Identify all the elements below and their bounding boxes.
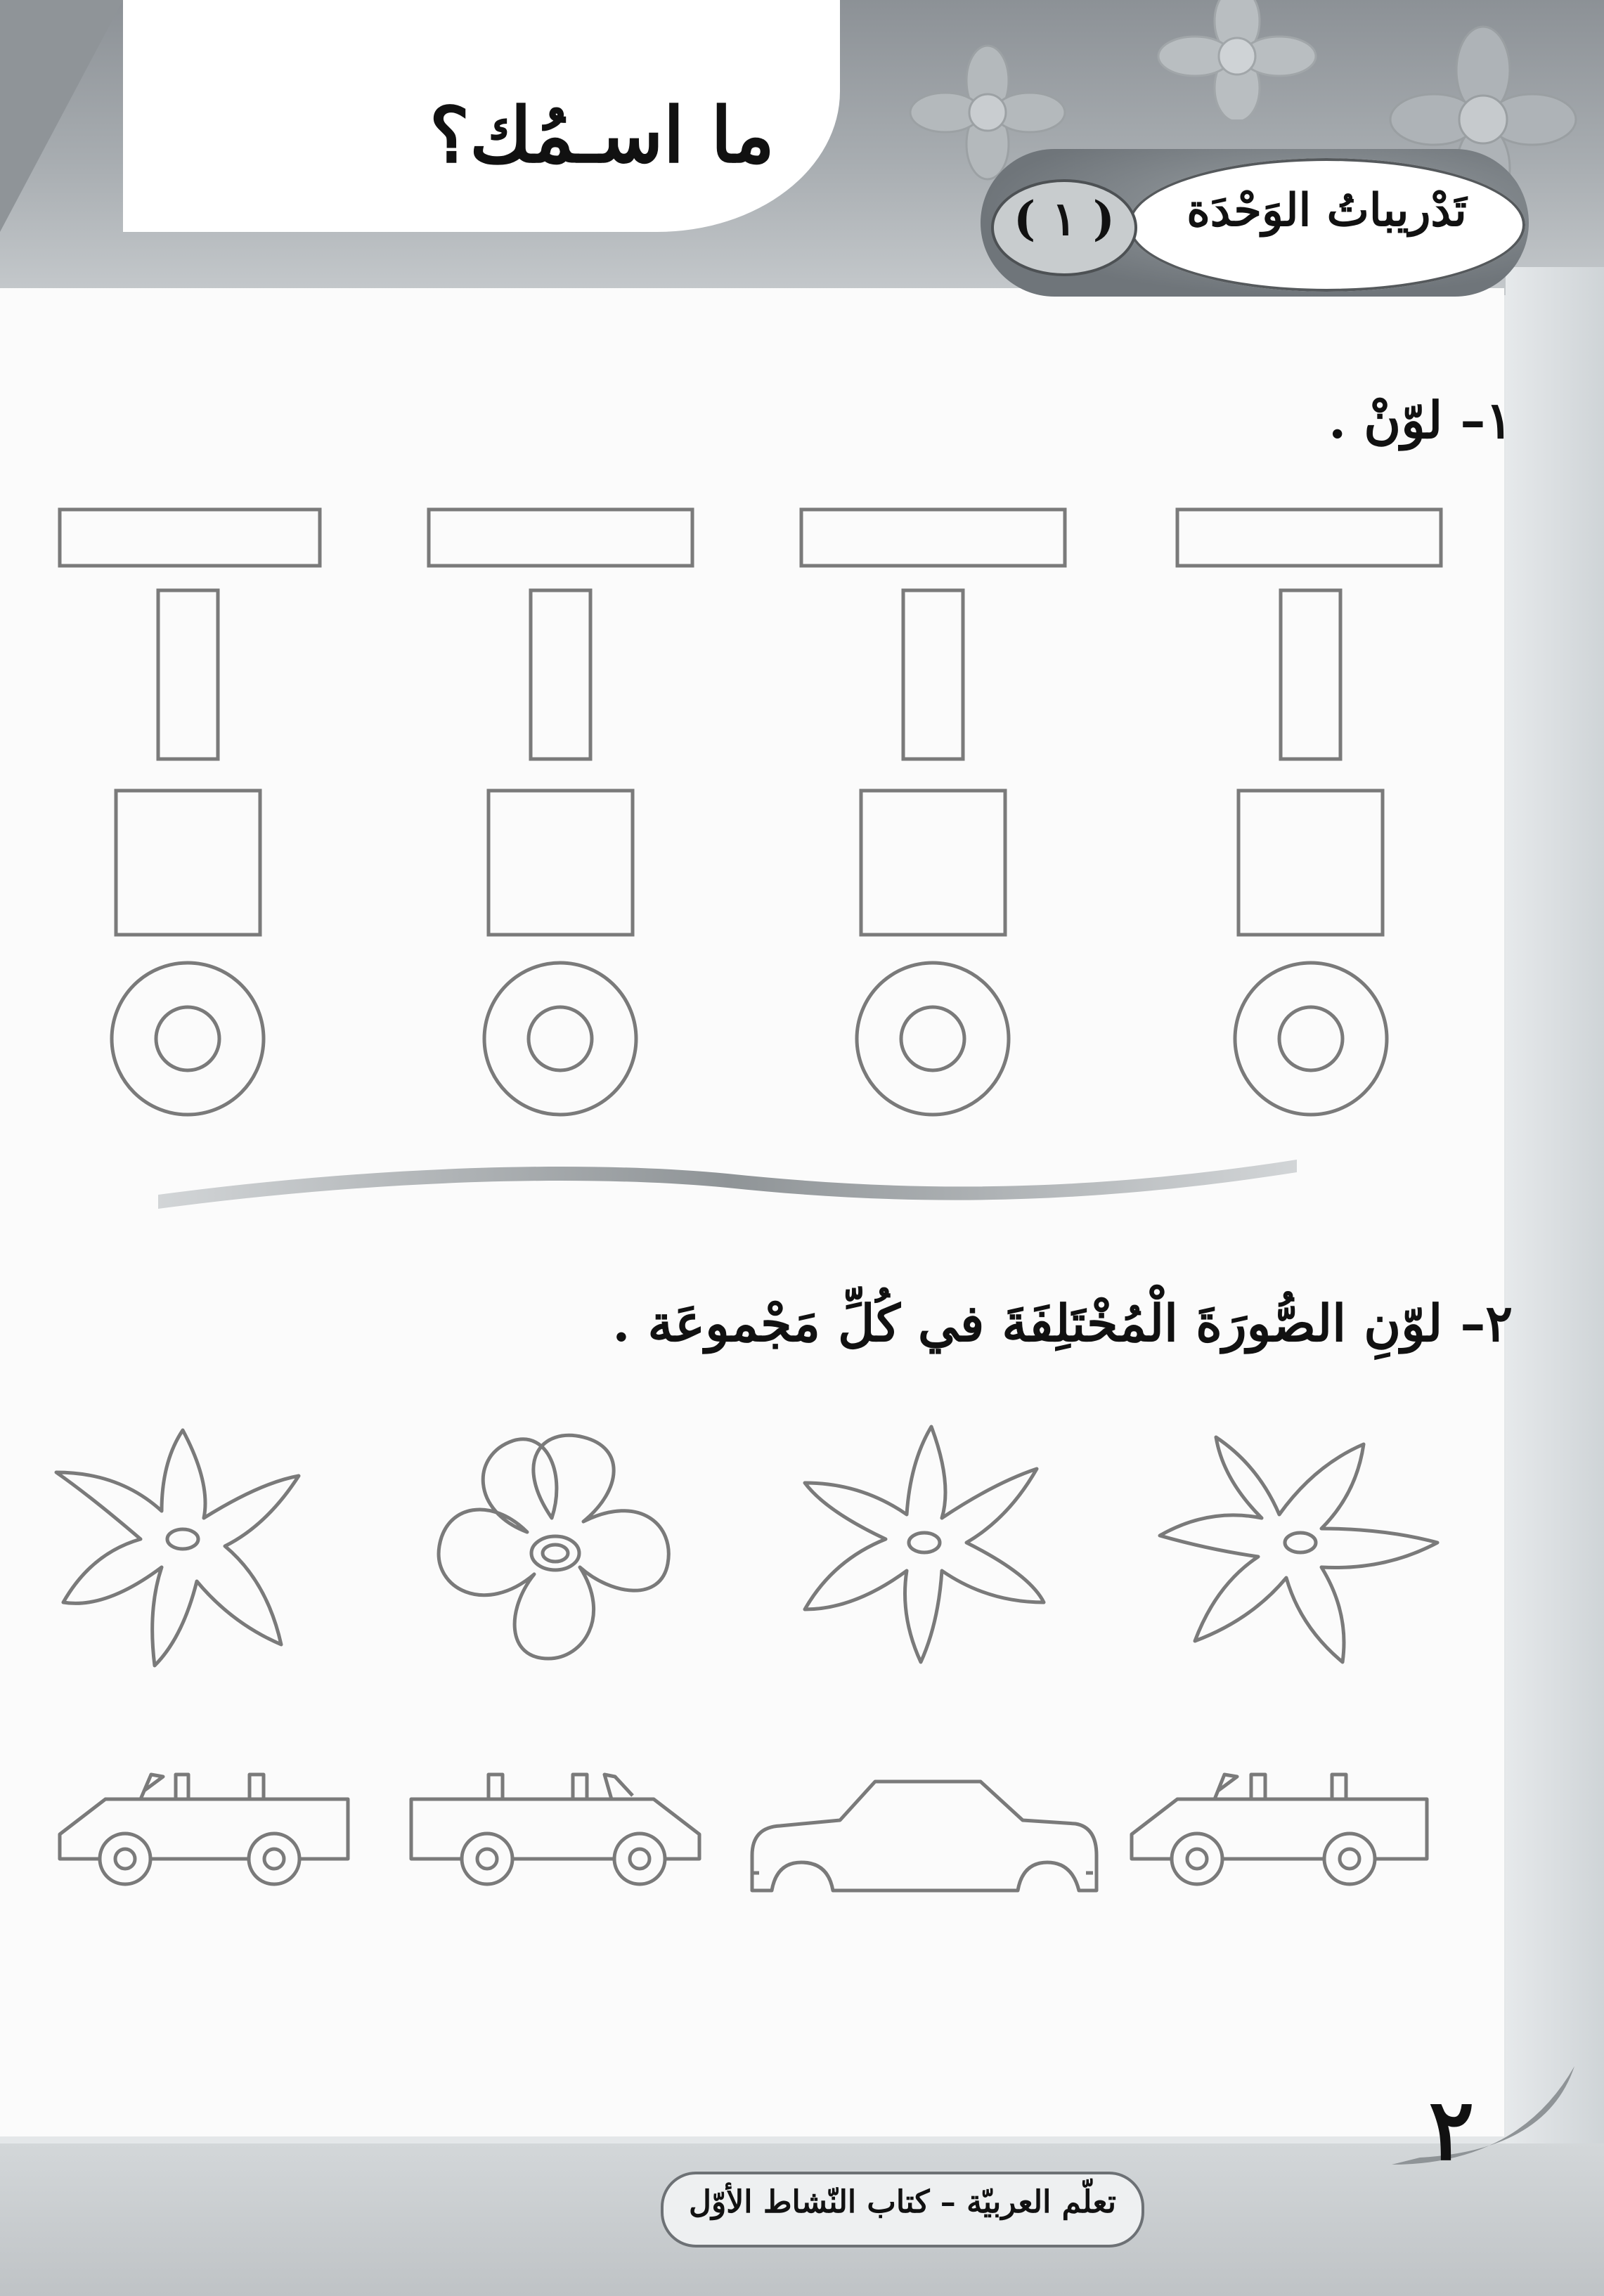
page-number: ٢: [1428, 2080, 1475, 2179]
exercise-2-instruction: ٢– لوّنِ الصُّورَةَ الْمُخْتَلِفَةَ في كُلِّ مَجْموعَة .: [612, 1293, 1513, 1353]
car-outline[interactable]: [411, 1775, 699, 1884]
unit-number: ( ١ ): [1014, 191, 1115, 246]
car-outline[interactable]: [60, 1775, 348, 1884]
car-outline[interactable]: [1132, 1775, 1427, 1884]
unit-label: تَدْريباتُ الوَحْدَة: [1186, 184, 1467, 237]
page-title: ما اسـمُك؟: [429, 91, 775, 180]
car-outline[interactable]: [752, 1782, 1097, 1890]
exercise-1-instruction: ١– لوّنْ .: [1328, 390, 1513, 450]
footer-book-title: تعلّم العربيّة – كتاب النّشاط الأوّل: [688, 2184, 1116, 2220]
